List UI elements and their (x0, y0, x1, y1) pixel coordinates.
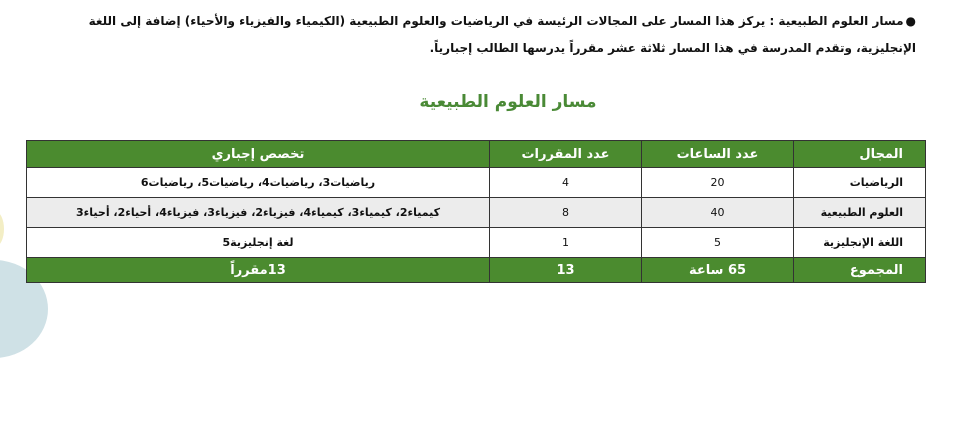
cell-courses: 4 (490, 168, 642, 198)
table-row (27, 168, 926, 198)
decorative-yellow-shape (0, 212, 4, 246)
cell-courses: 1 (490, 228, 642, 258)
table-row (27, 228, 926, 258)
header-specialization: تخصص إجباري (27, 141, 490, 168)
cell-field: اللغة الإنجليزية (794, 228, 926, 258)
cell-specialization: رياضيات3، رياضيات4، رياضيات5، رياضيات6 (27, 168, 490, 198)
section-title: مسار العلوم الطبيعية (419, 92, 597, 112)
cell-field: الرياضيات (794, 168, 926, 198)
intro-text: مسار العلوم الطبيعية : يركز هذا المسار على المجالات الرئيسة في الرياضيات والعلوم الطبيعية (الكيمياء والفيزياء والأحياء) إضافة إلى اللغة الإنجليزية، وتقدم المدرسة في هذا المسار ثلاثة عشر مقرراً يدرسها الطالب إجبارياً. (88, 14, 916, 55)
total-courses: 13 (490, 258, 642, 283)
cell-hours: 40 (642, 198, 794, 228)
total-specialization: 13مقرراً (27, 258, 490, 283)
table-row (27, 198, 926, 228)
cell-specialization: لغة إنجليزية5 (27, 228, 490, 258)
table-total-row (27, 258, 926, 283)
table-header-row (27, 141, 926, 168)
cell-hours: 20 (642, 168, 794, 198)
track-table (26, 140, 926, 283)
cell-courses: 8 (490, 198, 642, 228)
intro-paragraph (36, 8, 916, 62)
header-hours: عدد الساعات (642, 141, 794, 168)
cell-field: العلوم الطبيعية (794, 198, 926, 228)
cell-hours: 5 (642, 228, 794, 258)
cell-specialization: كيمياء2، كيمياء3، كيمياء4، فيزياء2، فيزياء3، فيزياء4، أحياء2، أحياء3 (27, 198, 490, 228)
header-field: المجال (794, 141, 926, 168)
header-courses: عدد المقررات (490, 141, 642, 168)
total-field: المجموع (794, 258, 926, 283)
bullet-icon: ● (905, 14, 916, 28)
total-hours: 65 ساعة (642, 258, 794, 283)
